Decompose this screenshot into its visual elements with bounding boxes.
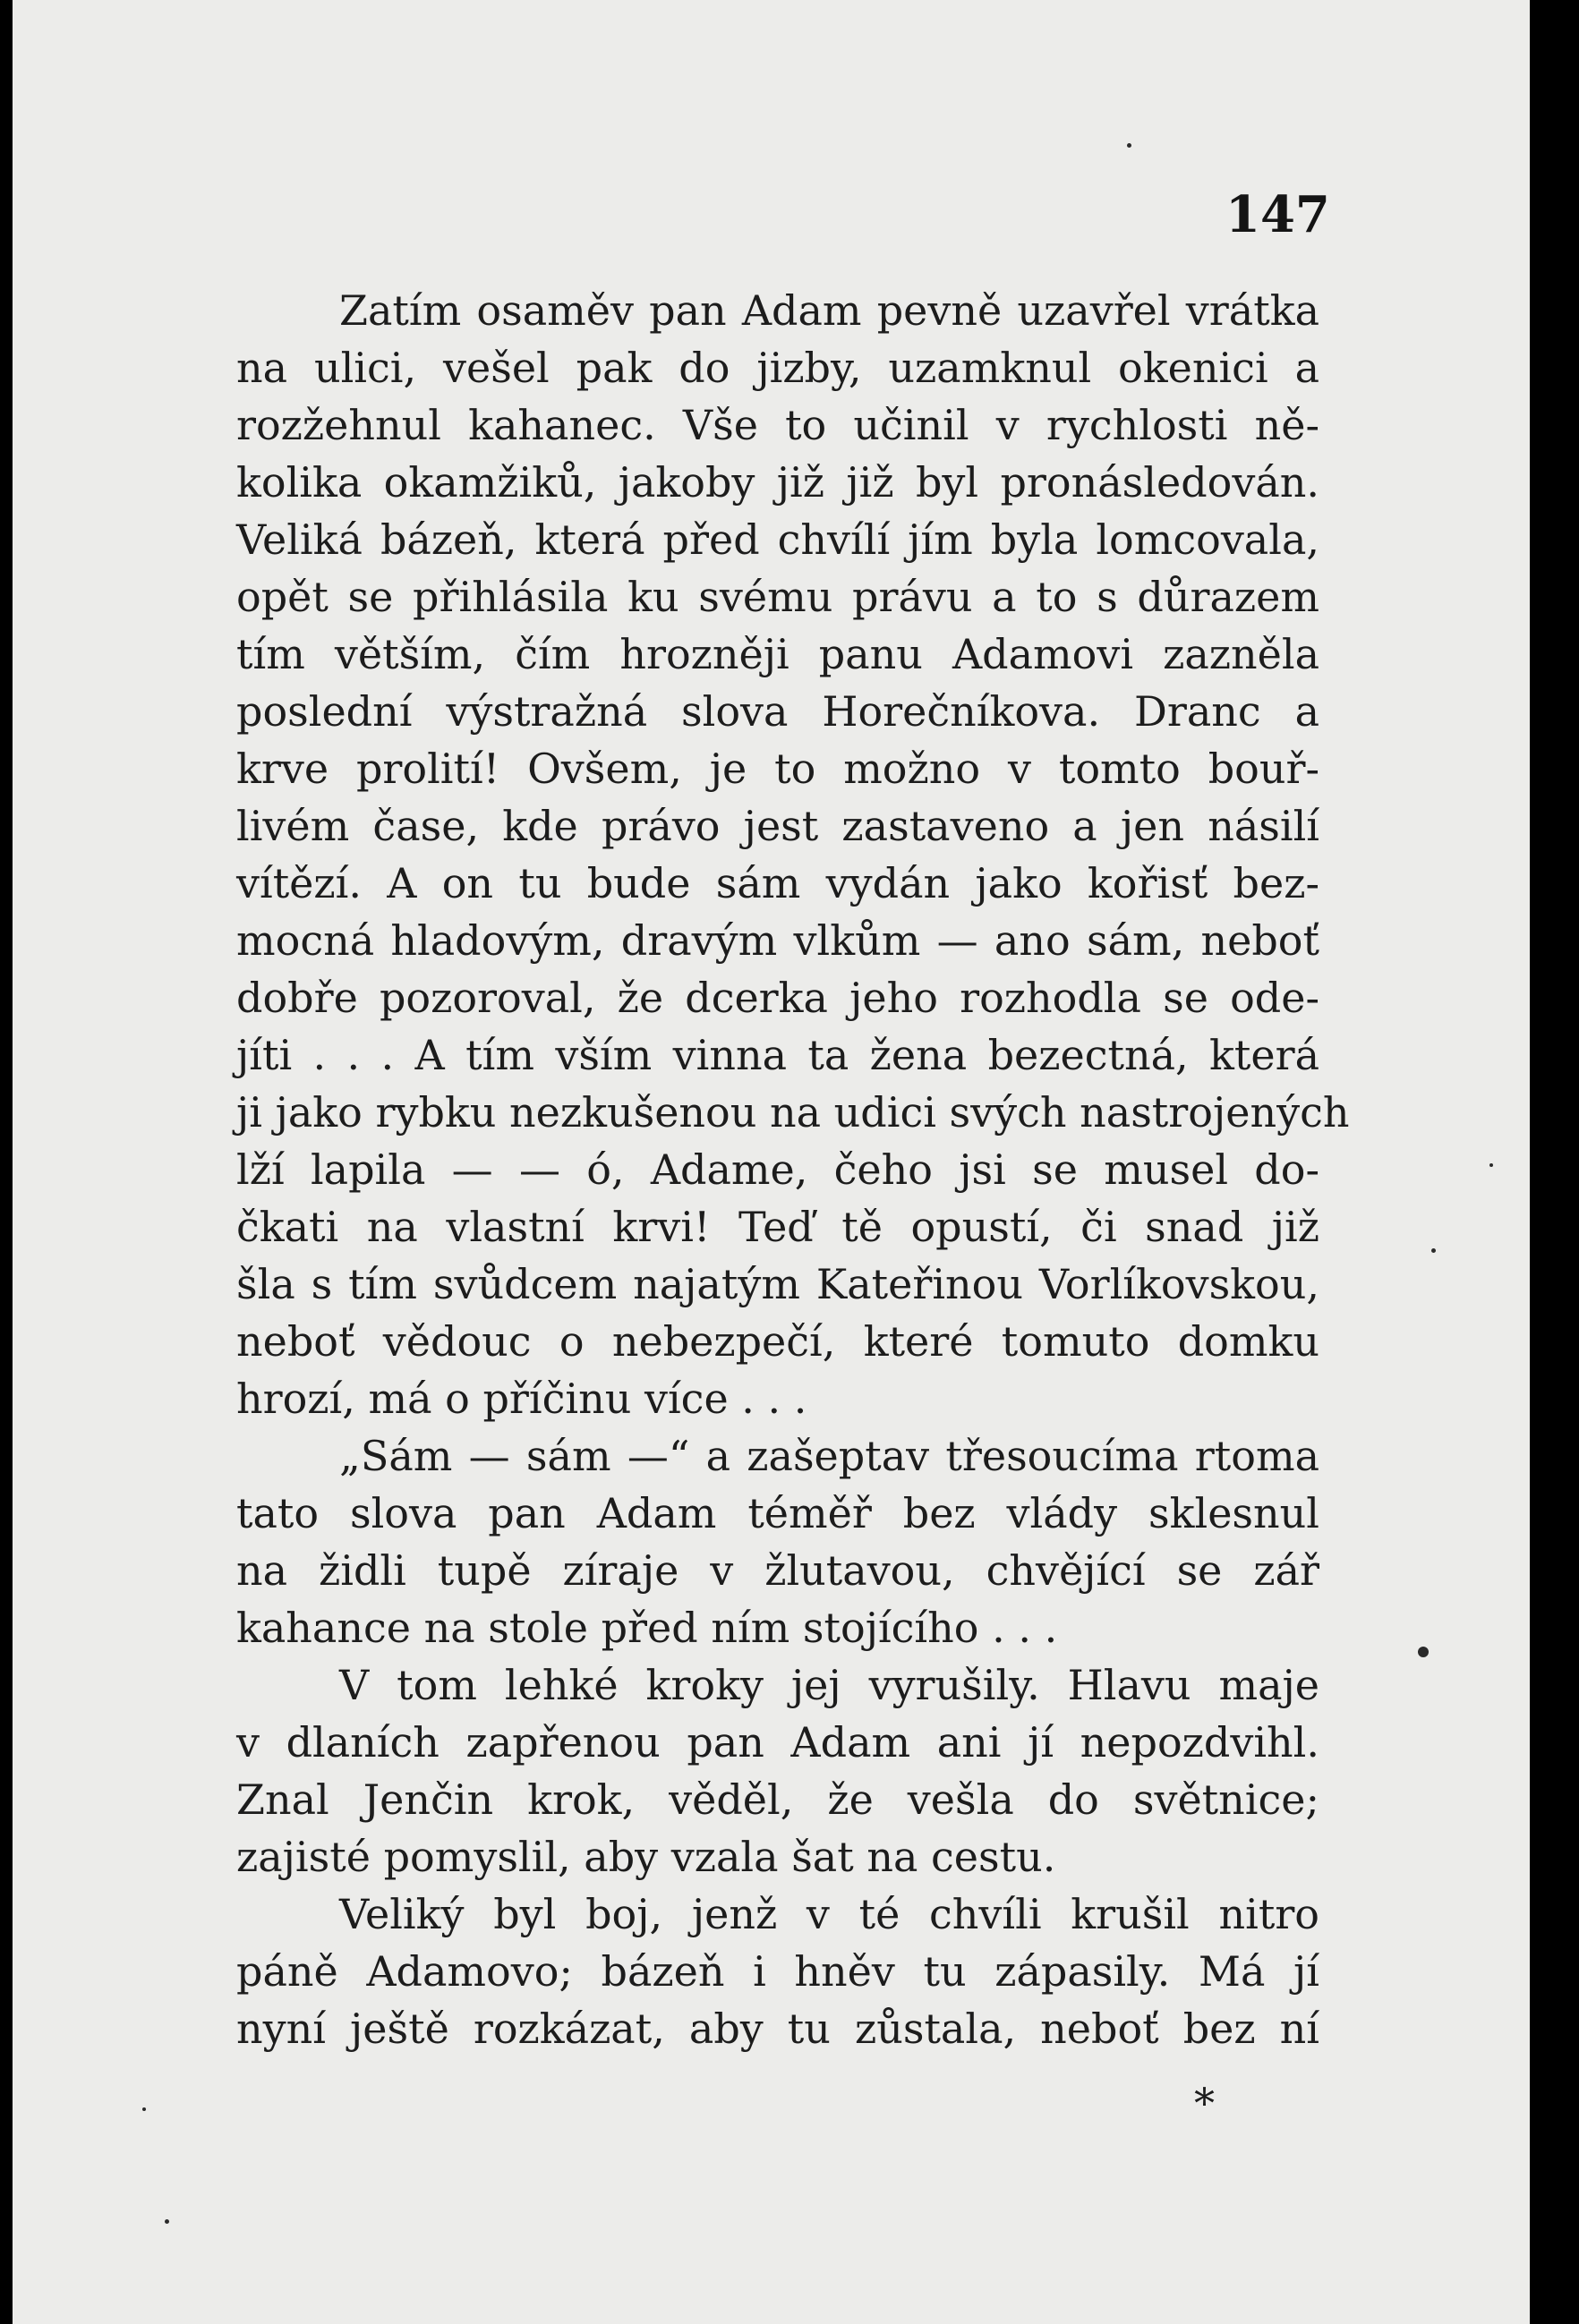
book-page: [13, 0, 1530, 2324]
page-number: 147: [1225, 185, 1330, 244]
text-line: Znal Jenčin krok, věděl, že vešla do světnice;: [236, 1775, 1319, 1824]
text-line: krve prolití! Ovšem, je to možno v tomto bouř-: [236, 745, 1319, 793]
text-line: nyní ještě rozkázat, aby tu zůstala, neboť bez ní: [236, 2005, 1319, 2053]
text-line: poslední výstražná slova Horečníkova. Dranc a: [236, 687, 1319, 736]
text-line: na ulici, vešel pak do jizby, uzamknul okenici a: [236, 344, 1319, 392]
signature-mark: *: [1194, 2079, 1215, 2127]
text-line: kahance na stole před ním stojícího . . .: [236, 1604, 1058, 1652]
text-line: na židli tupě zíraje v žlutavou, chvějící se zář: [236, 1546, 1319, 1595]
text-line: V tom lehké kroky jej vyrušily. Hlavu maje: [339, 1661, 1319, 1709]
text-line: čkati na vlastní krvi! Teď tě opustí, či snad již: [236, 1203, 1319, 1251]
text-line: jíti . . . A tím vším vinna ta žena bezectná, která: [236, 1031, 1319, 1079]
text-line: „Sám — sám —“ a zašeptav třesoucíma rtoma: [339, 1432, 1319, 1480]
ink-speck: [1431, 1248, 1436, 1253]
ink-speck: [165, 2219, 169, 2224]
text-line: tato slova pan Adam téměř bez vlády sklesnul: [236, 1489, 1319, 1537]
text-line: neboť vědouc o nebezpečí, které tomuto domku: [236, 1317, 1319, 1366]
text-line: v dlaních zapřenou pan Adam ani jí nepozdvihl.: [236, 1718, 1319, 1766]
text-line: opět se přihlásila ku svému právu a to s důrazem: [236, 573, 1319, 621]
text-line: ji jako rybku nezkušenou na udici svých nastrojených: [236, 1088, 1350, 1136]
text-line: kolika okamžiků, jakoby již již byl pronásledován.: [236, 458, 1319, 507]
text-line: vítězí. A on tu bude sám vydán jako kořisť bez-: [236, 859, 1319, 907]
text-line: šla s tím svůdcem najatým Kateřinou Vorlíkovskou,: [236, 1260, 1319, 1308]
ink-speck: [142, 2107, 146, 2111]
text-line: hrozí, má o příčinu více . . .: [236, 1375, 807, 1423]
text-line: Veliká bázeň, která před chvílí jím byla lomcovala,: [236, 515, 1319, 564]
text-line: tím větším, čím hrozněji panu Adamovi zazněla: [236, 630, 1319, 678]
scan-border-left: [0, 0, 13, 2324]
text-line: páně Adamovo; bázeň i hněv tu zápasily. Má jí: [236, 1947, 1319, 1996]
ink-speck: [1418, 1647, 1429, 1657]
text-line: zajisté pomyslil, aby vzala šat na cestu.: [236, 1833, 1056, 1881]
scan-border-right: [1530, 0, 1579, 2324]
text-line: mocná hladovým, dravým vlkům — ano sám, neboť: [236, 916, 1319, 965]
text-line: Veliký byl boj, jenž v té chvíli krušil nitro: [339, 1890, 1319, 1938]
text-line: lží lapila — — ó, Adame, čeho jsi se musel do-: [236, 1145, 1319, 1194]
text-line: Zatím osaměv pan Adam pevně uzavřel vrátka: [339, 286, 1319, 335]
ink-speck: [1127, 143, 1131, 148]
text-line: dobře pozoroval, že dcerka jeho rozhodla se ode-: [236, 974, 1319, 1022]
text-line: rozžehnul kahanec. Vše to učinil v rychlosti ně-: [236, 401, 1319, 449]
ink-speck: [1489, 1163, 1493, 1167]
text-line: livém čase, kde právo jest zastaveno a jen násilí: [236, 802, 1319, 850]
